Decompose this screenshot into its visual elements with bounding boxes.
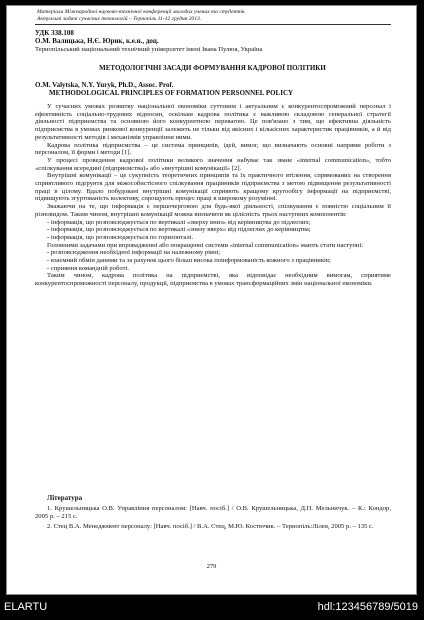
list-item-data-exchange: - взаємний обмін даними та за рахунок цього більш висока поінформованість кожного з працівників; xyxy=(47,257,331,265)
paragraph-internal-communication: У процесі проведення кадрової політики великого значення набуває так зване «internal communication», тобто «спілкування всередині (підприємства)» або «внутрішні комунікації» [2]. xyxy=(35,156,391,172)
paragraph-intro: У сучасних умовах розвитку національної економіки суттєвим і актуальним є конкурентоспроможний персонал і ефективність соціально-трудових відносин, оскільки кадрова політика є важливою складовою генеральної стратегії діяльності підприємства та основною його конкурентною перевагою. Це пов'язано з тим, що ефективна діяльність підприємства в умовах ринкової конкуренції залежить не тільки від якісних і кількісних характеристик працівників, а й від результативності методів і механізмів управління ними. xyxy=(35,103,391,141)
title-ukrainian: МЕТОДОЛОГІЧНІ ЗАСАДИ ФОРМУВАННЯ КАДРОВОЇ ПОЛІТИКИ xyxy=(99,64,326,72)
article-body xyxy=(35,103,391,288)
authors-ukrainian: О.М. Валицька, Н.Є. Юрик, к.е.н., доц. xyxy=(35,37,159,45)
list-item-dissemination: - розповсюдження необхідної інформації на належному рівні; xyxy=(47,249,221,257)
conference-header-line1: Матеріали Міжнародної науково-технічної конференції молодих учених та студентів. xyxy=(37,9,246,15)
paragraph-internal-communications-def: Внутрішні комунікації – це сукупність теоретичних принципів та їх практичного втілення, спрямованих на створення сприятливого підґрунтя для міжособистісного спілкування працівників підприємства з метою підвищення результативності праці в цілому. Вдало побудовані внутрішні комунікації сприяють кращому кругообігу інформації на підприємстві, підвищують згуртованість колективу, спрощують процес праці в широкому розумінні. xyxy=(35,172,391,203)
page-number: 279 xyxy=(206,563,217,570)
list-item-horizontal: - інформація, що розповсюджується по горизонталі. xyxy=(47,233,194,241)
list-item-teamwork: - сприяння командній роботі. xyxy=(47,264,129,272)
udk-code: УДК 338.108 xyxy=(35,29,74,37)
reference-item: 1. Крушельницька О.В. Управління персоналом: [Навч. посіб.] / О.В. Крушельницька, Д.П. Мельничук. – К.: Кондор, 2005 р. – 215 с. xyxy=(35,505,391,520)
repository-label: ELARTU xyxy=(4,601,48,613)
authors-english: O.M. Valytska, N.Y. Yuryk, Ph.D., Assoc. Prof. xyxy=(35,81,174,89)
paragraph-components: Зважаючи на те, що інформація є першочерговою для будь-якої діяльності, спілкування є повністю соціальним її різновидом. Таким чином, внутрішні комунікації можна визначити як цілісність трьох наступних компонентів: xyxy=(35,203,391,218)
title-english: METHODOLOGICAL PRINCIPLES OF FORMATION PERSONNEL POLICY xyxy=(49,89,294,97)
list-item-bottom-up: - інформація, що розповсюджується по вертикалі «знизу вверх» від підлеглих до керівництва; xyxy=(47,226,311,234)
paragraph-main-tasks: Головними задачами при впровадженні або покращенні системи «internal communication» мають стати наступні: xyxy=(47,241,364,249)
paragraph-conclusion: Таким чином, кадрова політика на підприємстві, яка відповідає необхідним вимогам, сприятиме конкурентоспроможності персоналу, продукції, підприємства в умовах трансформаційних змін національної економіки. xyxy=(35,272,391,288)
handle-identifier: hdl:123456789/5019 xyxy=(317,601,418,613)
header-divider xyxy=(35,24,391,25)
paragraph-definition: Кадрова політика підприємства – це система принципів, ідей, вимог, що визначають основні напрями роботи з персоналом, її форми і методи [1]. xyxy=(35,141,391,157)
document-page xyxy=(6,5,417,595)
list-item-top-down: - інформація, що розповсюджується по вертикалі «зверху вниз» від керівництва до підлеглих; xyxy=(47,218,311,226)
conference-header-line2: Актуальні задачі сучасних технологій – Тернопіль 11-12 грудня 2013. xyxy=(37,16,202,22)
reference-item: 2. Стец В.А. Менеджмент персоналу: [Навч. посіб.] / В.А. Стец, М.Ю. Костючик. – Тернопіль:Лілея, 2005 р. – 135 с. xyxy=(47,523,374,530)
affiliation: Тернопільський національний технічний університет імені Івана Пулюя, Україна xyxy=(35,46,263,53)
literature-heading: Література xyxy=(47,494,83,502)
